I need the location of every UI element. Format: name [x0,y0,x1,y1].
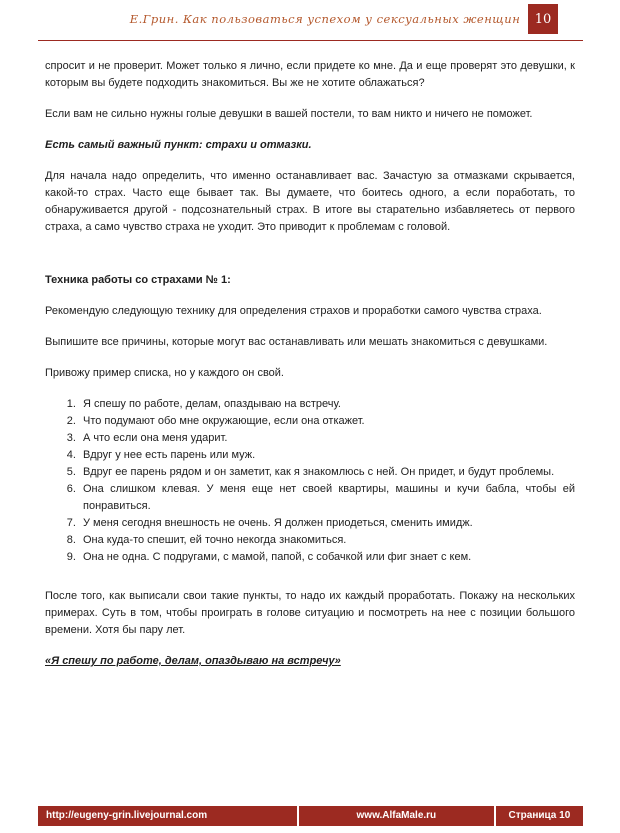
list-item-7: 7. У меня сегодня внешность не очень. Я должен приодеться, сменить имидж. [79,515,575,532]
list-item-2: 2. Что подумают обо мне окружающие, если она откажет. [79,413,575,430]
list-item-6: 6. Она слишком клевая. У меня еще нет своей квартиры, машины и кучи бабла, чтобы ей понравиться. [79,481,575,515]
footer-link-livejournal[interactable]: http://eugeny-grin.livejournal.com [38,806,297,826]
book-title: Е.Грин. Как пользоваться успехом у сексуальных женщин [129,12,521,26]
page-content [45,58,575,670]
list-item-8: 8. Она куда-то спешит, ей точно некогда знакомиться. [79,532,575,549]
section-heading: Техника работы со страхами № 1: [45,274,231,286]
page-number-badge: 10 [528,4,558,34]
list-item-9: 9. Она не одна. С подругами, с мамой, папой, с собачкой или фиг знает с кем. [79,549,575,566]
paragraph-2: Если вам не сильно нужны голые девушки в вашей постели, то вам никто и ничего не поможет. [45,108,533,120]
paragraph-6: Привожу пример списка, но у каждого он свой. [45,367,284,379]
list-item-1: 1. Я спешу по работе, делам, опаздываю на встречу. [79,396,575,413]
paragraph-3: Для начала надо определить, что именно останавливает вас. Зачастую за отмазками скрывается, какой-то страх. Часто еще бывает так. Вы думаете, что боитесь одного, а если поработать, то обнаруживается другой - подсознательный страх. В итоге вы старательно избавляетесь от первого страха, а само чувство страха не уходит. Это приводит к проблемам с головой. [45,170,575,233]
list-item-4: 4. Вдруг у нее есть парень или муж. [79,447,575,464]
header-rule [38,40,583,41]
list-item-3: 3. А что если она меня ударит. [79,430,575,447]
quote-line: «Я спешу по работе, делам, опаздываю на встречу» [45,655,341,667]
footer-page-label: Страница 10 [496,806,583,826]
list-item-5: 5. Вдруг ее парень рядом и он заметит, как я знакомлюсь с ней. Он придет, и будут проблемы. [79,464,575,481]
paragraph-5: Выпишите все причины, которые могут вас останавливать или мешать знакомиться с девушками. [45,336,548,348]
page-footer [38,806,583,826]
paragraph-1: спросит и не проверит. Может только я лично, если придете ко мне. Да и еще проверят это девушки, к которым вы будете подходить знакомиться. Вы же не хотите облажаться? [45,60,575,89]
emphasis-line: Есть самый важный пункт: страхи и отмазки. [45,139,312,151]
paragraph-4: Рекомендую следующую технику для определения страхов и проработки самого чувства страха. [45,305,542,317]
fear-list [45,396,575,566]
paragraph-7: После того, как выписали свои такие пункты, то надо их каждый проработать. Покажу на нескольких примерах. Суть в том, чтобы проиграть в голове ситуацию и посмотреть на нее с позиции большого времени. Хотя бы пару лет. [45,590,575,636]
footer-link-alfamale[interactable]: www.AlfaMale.ru [299,806,494,826]
